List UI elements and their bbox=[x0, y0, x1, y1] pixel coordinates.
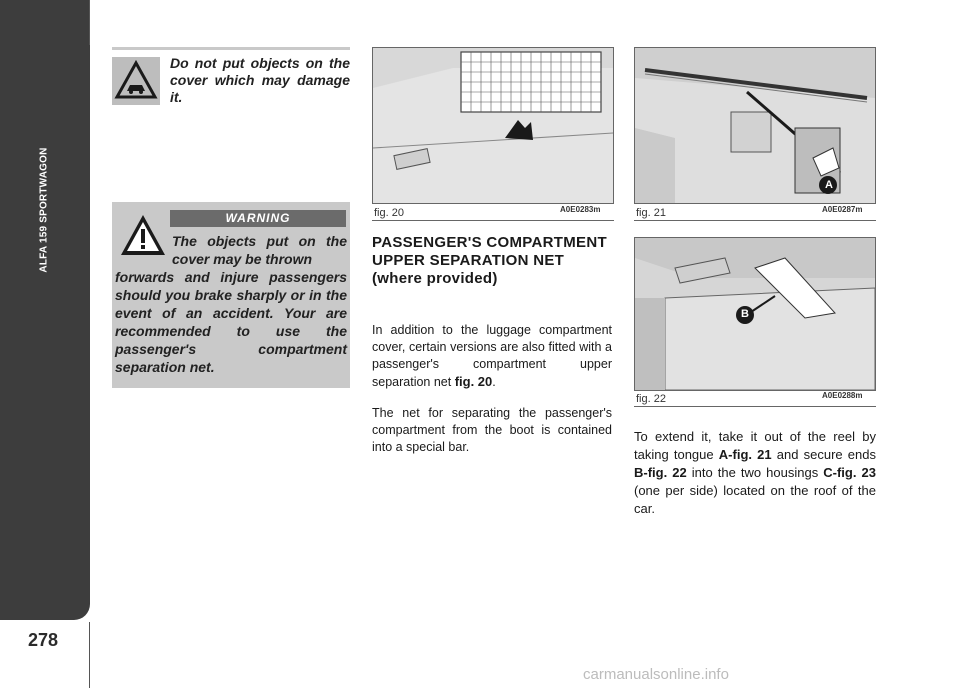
page-number: 278 bbox=[28, 630, 59, 650]
ref-a-fig-21: A-fig. 21 bbox=[718, 447, 772, 462]
warning-box bbox=[112, 202, 350, 388]
top-divider bbox=[89, 0, 90, 45]
figure-22-rule bbox=[634, 406, 876, 407]
warning-header: WARNING bbox=[170, 210, 346, 227]
figure-21-rule bbox=[634, 220, 876, 221]
ref-c-fig-23: C-fig. 23 bbox=[823, 465, 876, 480]
caution-note bbox=[112, 47, 350, 132]
figure-22-label: fig. 22 bbox=[636, 393, 666, 405]
figure-20-image bbox=[372, 47, 614, 204]
bottom-divider bbox=[89, 622, 90, 688]
caution-car-icon bbox=[112, 57, 160, 105]
caution-text: Do not put objects on the cover which may damage it. bbox=[170, 55, 350, 105]
section-title: PASSENGER'S COMPARTMENT UPPER SEPARATION NET (where provided) bbox=[372, 234, 607, 287]
section-paragraph-2: The net for separating the passenger's compartment from the boot is contained into a special bar. bbox=[372, 406, 612, 454]
figure-22-code: A0E0288m bbox=[822, 391, 863, 400]
figure-21-code: A0E0287m bbox=[822, 205, 863, 214]
fig-20-ref: fig. 20 bbox=[454, 374, 493, 389]
caution-rule bbox=[112, 47, 350, 50]
figure-20-rule bbox=[372, 220, 614, 221]
warning-body: forwards and injure passengers should you brake sharply or in the event of an accident. Your are recommended to use the passenger's compartment separation net. bbox=[115, 269, 347, 375]
ref-b-fig-22: B-fig. 22 bbox=[634, 465, 687, 480]
figure-22-callout: B bbox=[741, 308, 749, 320]
warning-lead: The objects put on the cover may be thrown bbox=[172, 233, 347, 267]
figure-22-image bbox=[634, 237, 876, 391]
warning-text bbox=[115, 232, 347, 376]
figure-20-label: fig. 20 bbox=[374, 207, 404, 219]
section-paragraph-1: In addition to the luggage compartment cover, certain versions are also fitted with a passenger's compartment upper separation net fig. 20. bbox=[372, 323, 612, 389]
sidebar-tab bbox=[0, 0, 90, 620]
footer-watermark: carmanualsonline.info bbox=[583, 666, 729, 683]
figure-21-label: fig. 21 bbox=[636, 207, 666, 219]
figure-20-code: A0E0283m bbox=[560, 205, 601, 214]
figure-21-image bbox=[634, 47, 876, 204]
figure-21-callout: A bbox=[825, 179, 833, 191]
instructions-paragraph: To extend it, take it out of the reel by taking tongue A-fig. 21 and secure ends B-fig. 22 into the two housings C-fig. 23 (one per side) located on the roof of the car. bbox=[634, 429, 876, 516]
